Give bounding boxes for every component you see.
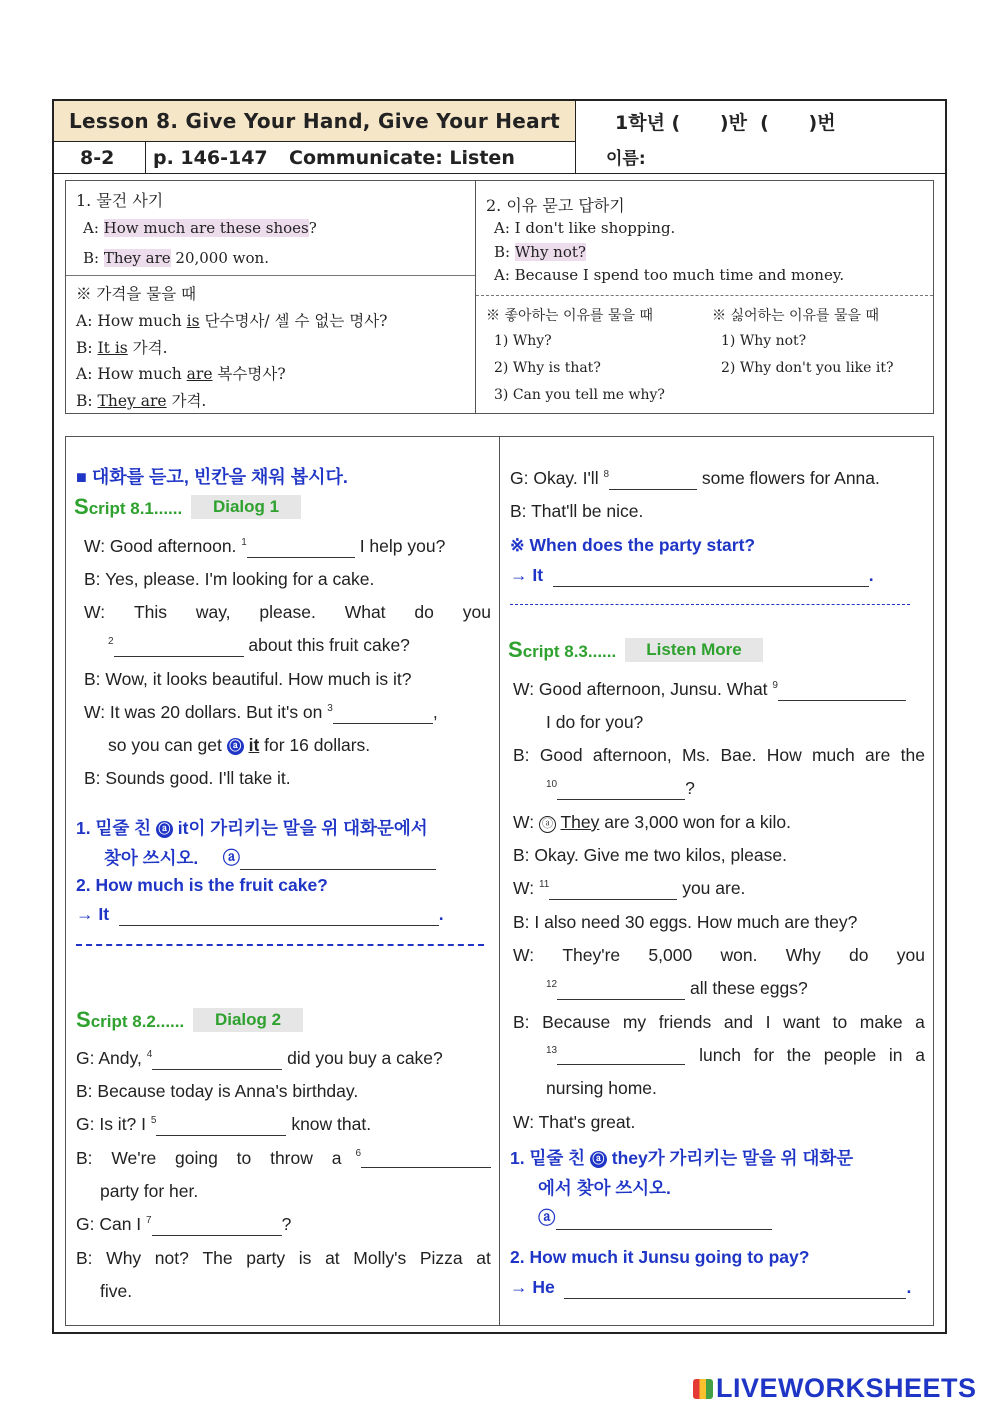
d2c-line-2: B: That'll be nice.	[510, 501, 644, 521]
script-8-3-label: Script 8.3......	[508, 637, 617, 662]
d1-line-3: W: This way, please. What do you	[84, 602, 491, 622]
dialog-2-tag: Dialog 2	[193, 1008, 303, 1032]
separator	[510, 604, 910, 605]
question-1: 1. 밑줄 친 ⓐ it이 가리키는 말을 위 대화문에서	[76, 818, 428, 838]
d2-line-5: party for her.	[100, 1181, 199, 1201]
d1-line-8: B: Sounds good. I'll take it.	[84, 768, 291, 788]
blank-4[interactable]	[152, 1050, 282, 1070]
d1-line-5: B: Wow, it looks beautiful. How much is it?	[84, 669, 412, 689]
d3-line-3: B: Good afternoon, Ms. Bae. How much are the	[513, 745, 925, 765]
question-5: 2. How much it Junsu going to pay?	[510, 1247, 810, 1267]
listen-more-tag: Listen More	[625, 638, 763, 662]
d3-line-4: $^{10}$ ?	[546, 778, 695, 798]
dialog-1-tag: Dialog 1	[191, 495, 301, 519]
d3-line-13: nursing home.	[546, 1078, 657, 1098]
blank-13[interactable]	[557, 1045, 685, 1065]
d1-line-2: B: Yes, please. I'm looking for a cake.	[84, 569, 375, 589]
d2-line-7: B: Why not? The party is at Molly's Pizza at	[76, 1248, 491, 1268]
answer-1[interactable]	[240, 850, 436, 870]
blank-3[interactable]	[333, 704, 433, 724]
d2-line-8: five.	[100, 1281, 133, 1301]
blank-1[interactable]	[247, 538, 355, 558]
blank-5[interactable]	[156, 1116, 286, 1136]
d1-line-7: so you can get ⓐ it for 16 dollars.	[108, 735, 371, 755]
liveworksheets-logo[interactable]: LIVEWORKSHEETS	[693, 1373, 977, 1404]
answer-2[interactable]	[119, 906, 439, 926]
d2-line-3: G: Is it? I $^5$ know that.	[76, 1114, 372, 1134]
script-8-2-label: Script 8.2......	[76, 1007, 185, 1032]
d3-line-2: I do for you?	[546, 712, 644, 732]
blank-12[interactable]	[557, 980, 685, 1000]
logo-icon	[693, 1379, 713, 1399]
d2-line-4: B: We're going to throw a 6	[76, 1148, 491, 1169]
page-reference: p. 146-147	[153, 147, 268, 169]
d2-line-2: B: Because today is Anna's birthday.	[76, 1081, 359, 1101]
d3-line-6: B: Okay. Give me two kilos, please.	[513, 845, 787, 865]
d3-line-7: W: $^{11}$ you are.	[513, 878, 746, 898]
d1-line-6: W: It was 20 dollars. But it's on $^3$ ,	[84, 702, 438, 722]
name-label: 이름:	[606, 149, 646, 169]
section-title: Communicate: Listen	[289, 147, 515, 169]
d3-line-1: W: Good afternoon, Junsu. What $^9$	[513, 679, 906, 701]
d3-line-14: W: That's great.	[513, 1112, 636, 1132]
separator	[76, 944, 484, 946]
d3-line-8: B: I also need 30 eggs. How much are they?	[513, 912, 858, 932]
answer-4[interactable]	[556, 1210, 772, 1230]
header-divider	[575, 100, 576, 174]
d1-line-1: W: Good afternoon. $^1$ I help you?	[84, 536, 446, 556]
blank-2[interactable]	[114, 637, 244, 657]
question-3: ※ When does the party start?	[510, 535, 756, 555]
d3-line-11: B: Because my friends and I want to make a	[513, 1012, 925, 1032]
d3-line-9: W: They're 5,000 won. Why do you	[513, 945, 925, 965]
d3-line-10: $^{12}$ all these eggs?	[546, 978, 808, 998]
d2-line-6: G: Can I $^7$ ?	[76, 1214, 292, 1234]
d2c-line-1: G: Okay. I'll $^8$ some flowers for Anna.	[510, 468, 880, 488]
blank-11[interactable]	[549, 880, 677, 900]
lesson-title: Lesson 8. Give Your Hand, Give Your Heart	[54, 101, 575, 141]
blank-7[interactable]	[152, 1216, 282, 1236]
script-8-1-label: Script 8.1......	[74, 494, 183, 519]
answer-3[interactable]	[553, 567, 869, 587]
blank-10[interactable]	[557, 780, 685, 800]
blank-6[interactable]	[361, 1148, 491, 1168]
question-2: 2. How much is the fruit cake?	[76, 875, 328, 895]
d3-line-12: 13 lunch for the people in a	[546, 1045, 925, 1065]
question-4: 1. 밑줄 친 ⓐ they가 가리키는 말을 위 대화문	[510, 1148, 854, 1168]
blank-8[interactable]	[609, 470, 697, 490]
d1-line-4: $^2$ about this fruit cake?	[108, 635, 410, 655]
answer-5[interactable]	[564, 1279, 906, 1299]
section-number: 8-2	[80, 147, 115, 169]
instruction: ■ 대화를 듣고, 빈칸을 채워 봅시다.	[76, 467, 348, 487]
d2-line-1: G: Andy, $^4$ did you buy a cake?	[76, 1048, 443, 1068]
class-number-field: 1학년 ( )반 ( )번	[615, 112, 836, 134]
blank-9[interactable]	[778, 681, 906, 701]
d3-line-5: W: ⓐ They are 3,000 won for a kilo.	[513, 812, 792, 832]
